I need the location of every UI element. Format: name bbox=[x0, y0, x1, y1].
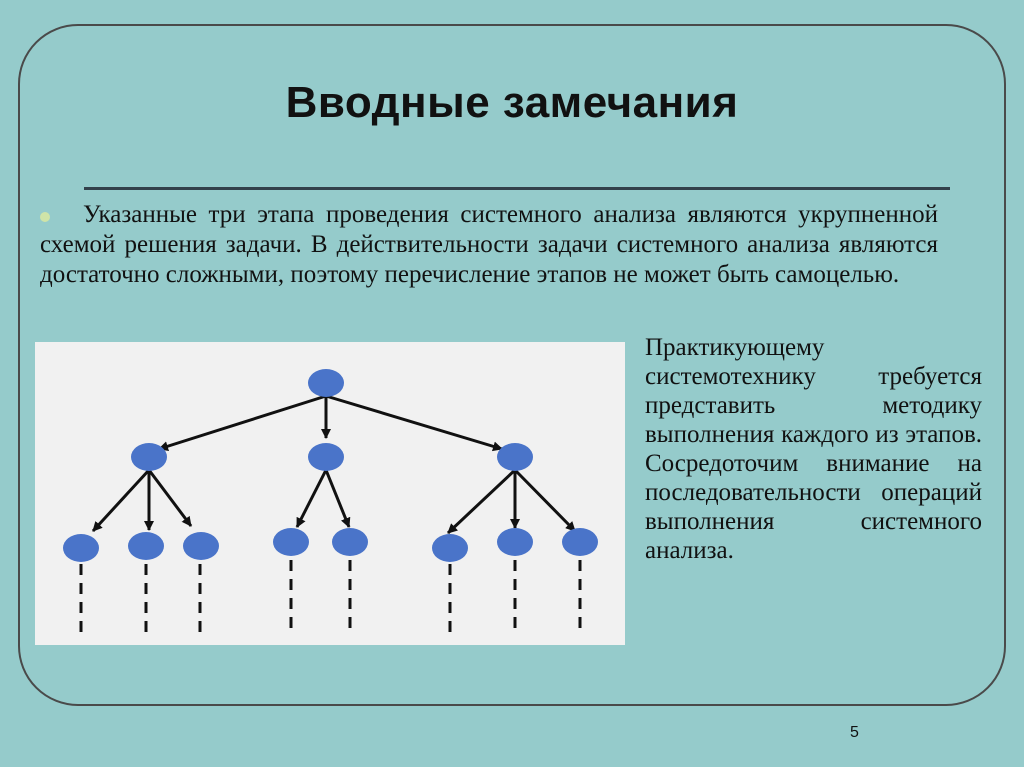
edge-root-to-left bbox=[159, 396, 326, 449]
side-paragraph: Практикующему системотехнику требуется представить методику выполнения каждого из этапов. Сосредоточим внимание на последовательности операций выполнения системного анализа. bbox=[645, 334, 982, 564]
tree-diagram-svg bbox=[35, 342, 625, 645]
tree-node-level2-right bbox=[497, 443, 533, 471]
edge-middle-to-child-1 bbox=[297, 470, 326, 527]
tree-diagram bbox=[35, 342, 625, 645]
tree-node-leaf-7 bbox=[497, 528, 533, 556]
slide-title: Вводные замечания bbox=[285, 78, 739, 127]
tree-node-leaf-3 bbox=[183, 532, 219, 560]
tree-node-leaf-5 bbox=[332, 528, 368, 556]
bullet-paragraph: Указанные три этапа проведения системного анализа являются укрупненной схемой решения задачи. В действительности задачи системного анализа являются достаточно сложными, поэтому перечисление этапов не может быть самоцелью. bbox=[40, 201, 938, 288]
tree-node-leaf-4 bbox=[273, 528, 309, 556]
page-number: 5 bbox=[850, 724, 859, 741]
tree-node-leaf-8 bbox=[562, 528, 598, 556]
tree-node-leaf-6 bbox=[432, 534, 468, 562]
edge-right-to-child-3 bbox=[515, 470, 575, 531]
edge-right-to-child-1 bbox=[448, 470, 515, 533]
edge-root-to-right bbox=[326, 396, 502, 449]
edge-left-to-child-3 bbox=[149, 470, 191, 526]
tree-node-leaf-2 bbox=[128, 532, 164, 560]
tree-node-level2-middle bbox=[308, 443, 344, 471]
tree-node-root bbox=[308, 369, 344, 397]
title-divider bbox=[84, 187, 950, 190]
tree-node-leaf-1 bbox=[63, 534, 99, 562]
tree-node-level2-left bbox=[131, 443, 167, 471]
edge-left-to-child-1 bbox=[93, 470, 149, 531]
edge-middle-to-child-2 bbox=[326, 470, 349, 527]
